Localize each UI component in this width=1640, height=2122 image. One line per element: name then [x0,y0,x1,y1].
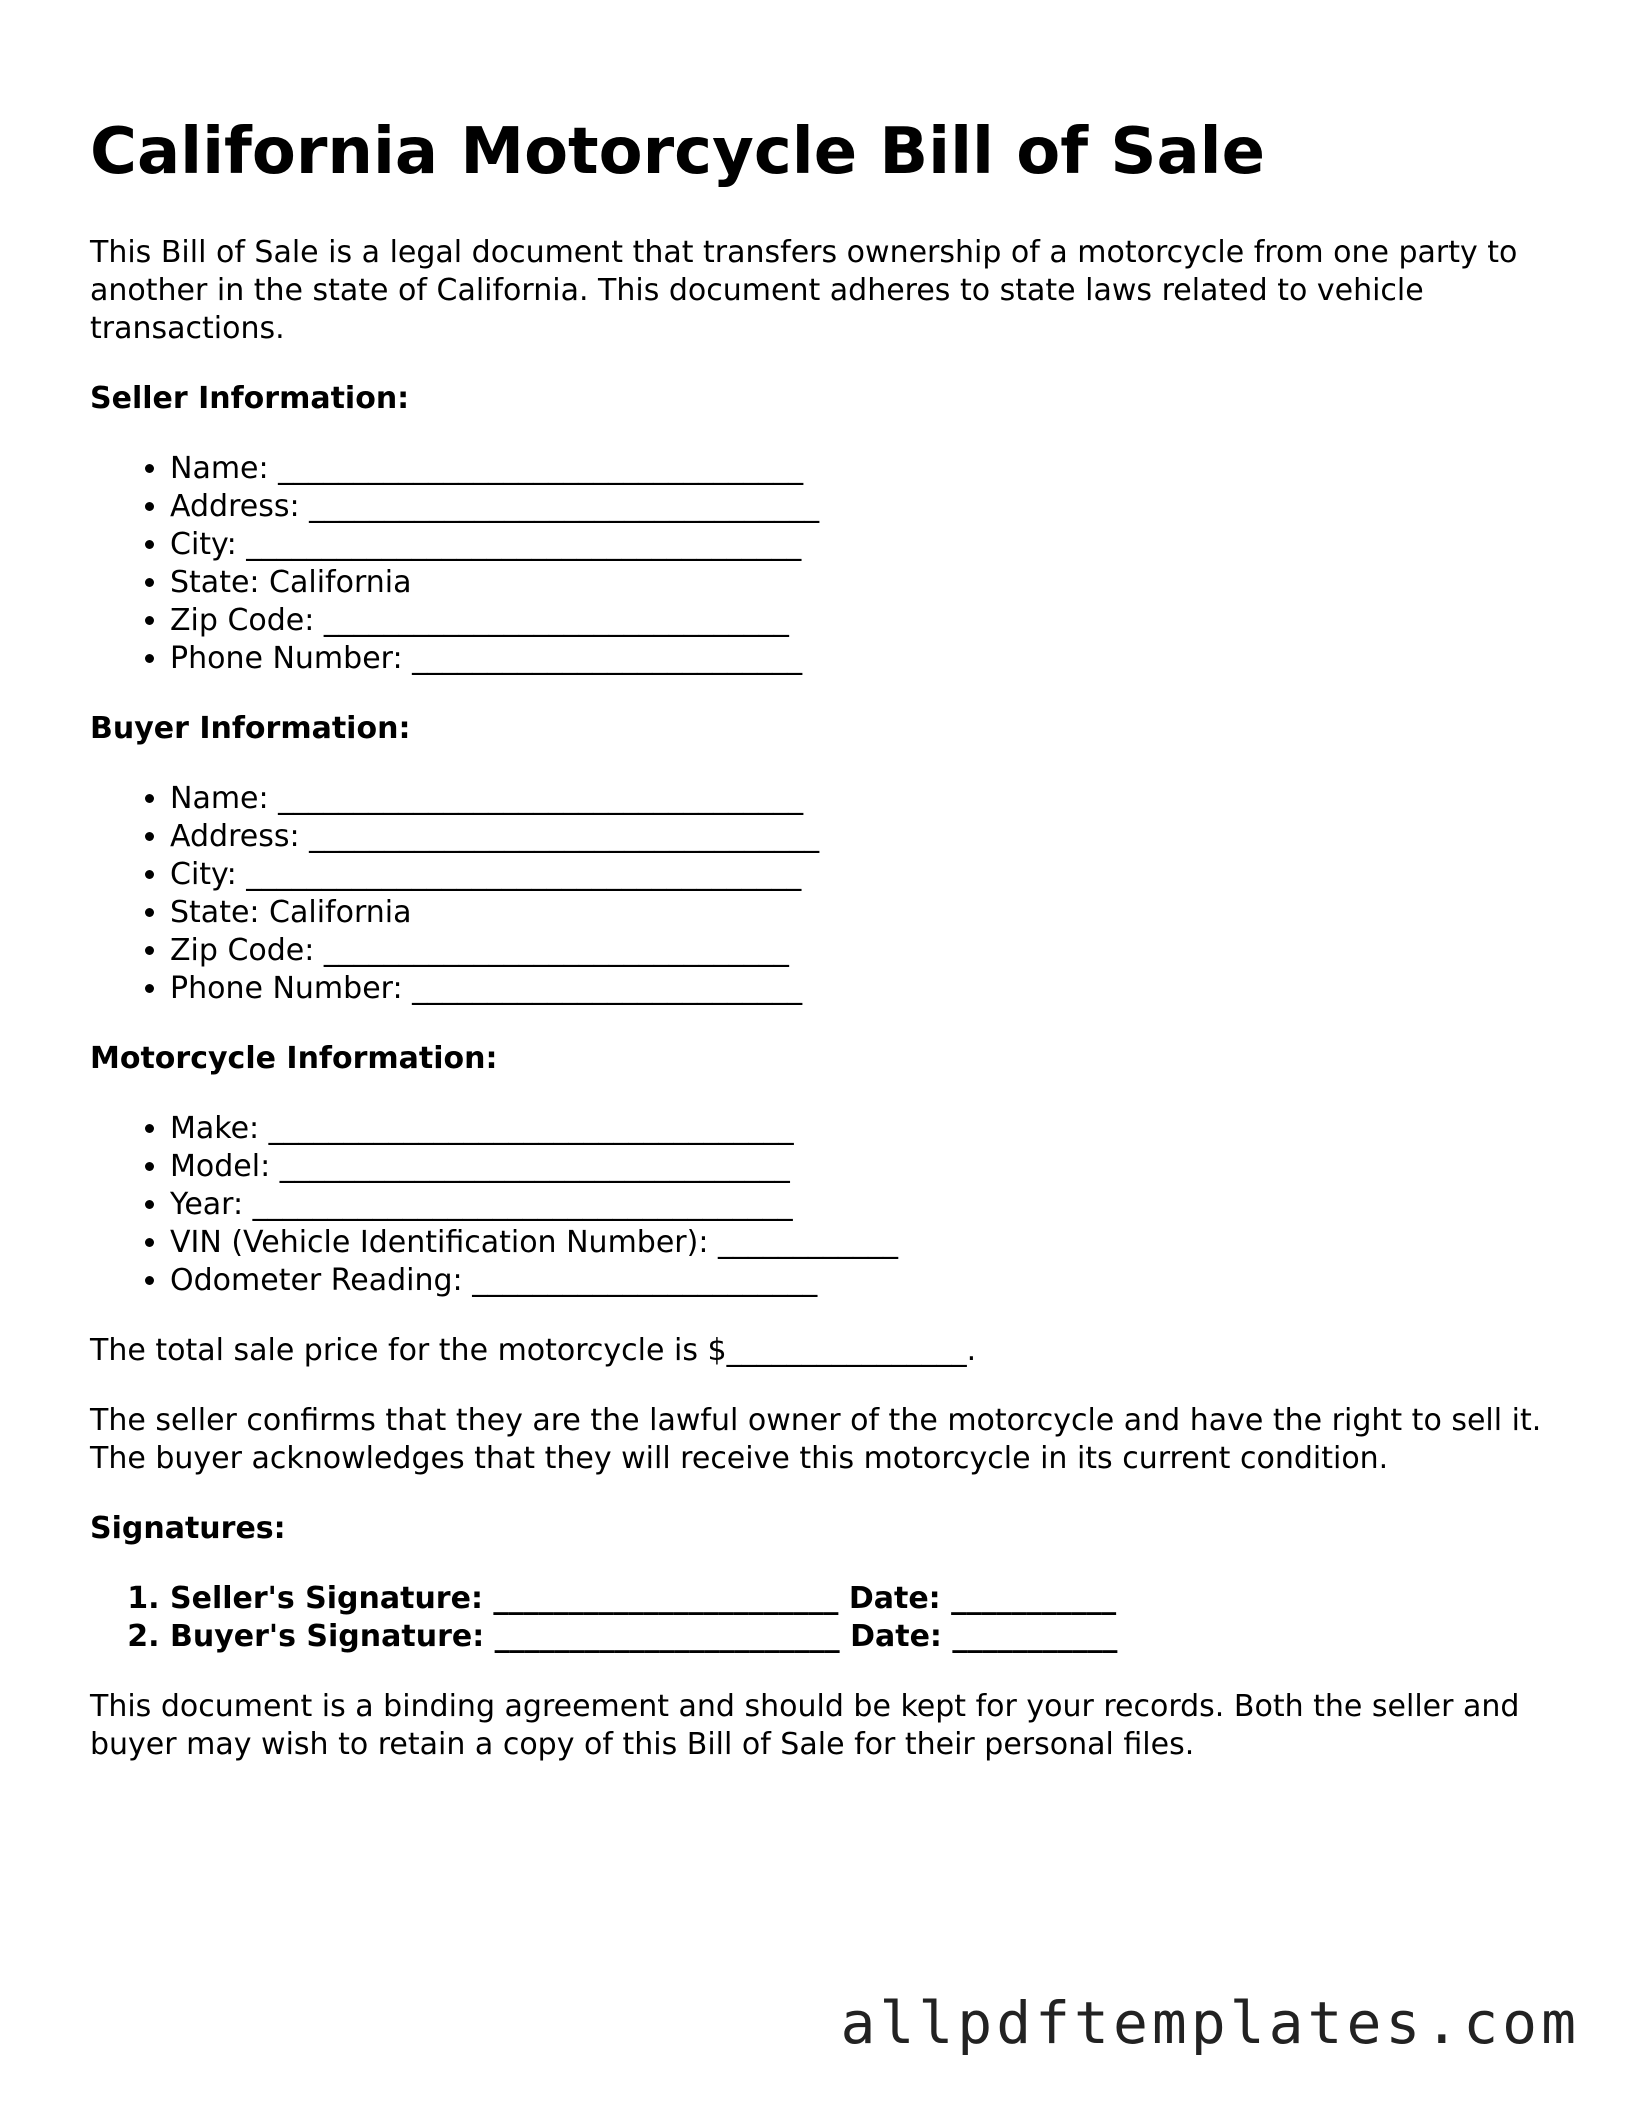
motorcycle-make-field[interactable]: • Make: ___________________________________ [170,1110,1560,1148]
buyer-name-field[interactable]: • Name: ___________________________________ [170,780,1560,818]
document-page [90,112,1560,1796]
motorcycle-list [90,1110,1560,1300]
seller-list [90,450,1560,678]
seller-name-field[interactable]: • Name: ___________________________________ [170,450,1560,488]
seller-zip-field[interactable]: • Zip Code: _______________________________ [170,602,1560,640]
closing-paragraph: This document is a binding agreement and should be kept for your records. Both the seller and buyer may wish to retain a copy of this Bill of Sale for their personal files. [90,1689,1520,1762]
buyer-signature-field[interactable]: 2. Buyer's Signature: _______________________ Date: ___________ [170,1618,1560,1656]
intro-paragraph: This Bill of Sale is a legal document that transfers ownership of a motorcycle from one party to another in the state of California. This document adheres to state laws related to vehicle transactions. [90,235,1518,346]
document-title: California Motorcycle Bill of Sale [90,115,1265,189]
motorcycle-odometer-field[interactable]: • Odometer Reading: _______________________ [170,1262,1560,1300]
buyer-list [90,780,1560,1008]
buyer-city-field[interactable]: • City: _____________________________________ [170,856,1560,894]
seller-signature-field[interactable]: 1. Seller's Signature: _______________________ Date: ___________ [170,1580,1560,1618]
buyer-phone-field[interactable]: • Phone Number: __________________________ [170,970,1560,1008]
signatures-heading: Signatures: [90,1511,286,1546]
signatures-list [90,1580,1560,1656]
seller-city-field[interactable]: • City: _____________________________________ [170,526,1560,564]
seller-address-field[interactable]: • Address: __________________________________ [170,488,1560,526]
motorcycle-vin-field[interactable]: • VIN (Vehicle Identification Number): ____________ [170,1224,1560,1262]
motorcycle-heading: Motorcycle Information: [90,1041,498,1076]
confirmation-paragraph: The seller confirms that they are the lawful owner of the motorcycle and have the right to sell it. The buyer acknowledges that they will receive this motorcycle in its current condition. [90,1403,1542,1476]
seller-state-field: • State: California [170,564,1560,602]
buyer-zip-field[interactable]: • Zip Code: _______________________________ [170,932,1560,970]
seller-heading: Seller Information: [90,381,410,416]
seller-phone-field[interactable]: • Phone Number: __________________________ [170,640,1560,678]
motorcycle-year-field[interactable]: • Year: ____________________________________ [170,1186,1560,1224]
buyer-address-field[interactable]: • Address: __________________________________ [170,818,1560,856]
watermark: allpdftemplates.com [840,1989,1580,2057]
buyer-heading: Buyer Information: [90,711,411,746]
motorcycle-model-field[interactable]: • Model: __________________________________ [170,1148,1560,1186]
sale-price-paragraph[interactable]: The total sale price for the motorcycle is $________________. [90,1333,977,1368]
buyer-state-field: • State: California [170,894,1560,932]
